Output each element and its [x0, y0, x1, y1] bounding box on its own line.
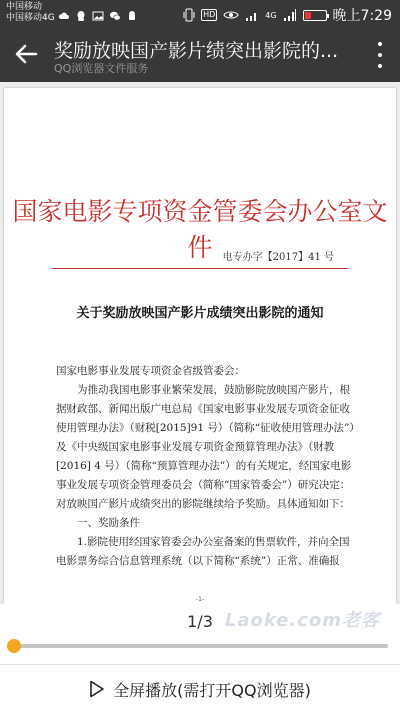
- arrow-left-icon: [12, 40, 40, 68]
- carrier-2: 中国移动4G: [6, 13, 55, 23]
- hd-badge: HD: [203, 10, 216, 19]
- header-divider: [52, 268, 348, 269]
- play-icon: [89, 680, 105, 698]
- carrier-info: [6, 2, 55, 24]
- app-toolbar: [0, 28, 400, 82]
- overflow-menu-button[interactable]: [374, 42, 386, 68]
- document-number: 电专办字【2017】41 号: [222, 252, 334, 263]
- eye-icon: [223, 8, 239, 22]
- signal-icon-2: [283, 8, 297, 22]
- wechat-icon: [109, 7, 121, 19]
- clock: 晚上7:29: [332, 8, 392, 24]
- page-number-mark: -1-: [195, 596, 205, 603]
- watermark: Laoke.com老客: [224, 610, 380, 631]
- qq-icon: [75, 7, 87, 19]
- battery-level: [305, 12, 311, 19]
- page-title: 奖励放映国产影片绩突出影院的...: [54, 40, 339, 62]
- vibrate-icon: [183, 8, 195, 22]
- divider: [0, 664, 400, 665]
- document-header: 国家电影专项资金管委会办公室文件: [12, 197, 388, 262]
- slider-handle[interactable]: [7, 639, 21, 653]
- salutation: 国家电影事业发展专项资金省级管委会：: [56, 365, 245, 377]
- menu-dot-icon: [378, 64, 382, 68]
- list-item: 1.影院使用经国家管委会办公室备案的售票软件，并向全国电影票务综合信息管理系统（以下简称“系统”）正常、准确报: [56, 536, 350, 567]
- notification-icons: [58, 7, 138, 19]
- page-indicator: 1/3: [187, 612, 213, 631]
- document-body: [56, 362, 358, 571]
- menu-dot-icon: [378, 53, 382, 57]
- android-icon: [126, 7, 138, 19]
- network-type: 4G: [265, 10, 277, 20]
- cloud-icon: [58, 7, 70, 19]
- back-button[interactable]: [12, 40, 40, 68]
- signal-icon: [245, 8, 259, 22]
- page-subtitle: QQ浏览器文件服务: [54, 62, 149, 75]
- image-icon: [92, 7, 104, 19]
- system-indicators: [183, 5, 392, 25]
- viewer-controls: [0, 604, 400, 711]
- paragraph: 为推动我国电影事业繁荣发展，鼓励影院放映国产影片，根据财政部、新闻出版广电总局《国家电影事业发展专项资金征收使用管理办法》（财税[2015]91 号）（简称“征收使用管理办法”）及《中央级国家电影事业发展专项资金预算管理办法》（财教[2016] 4 号）（简称“预算管理办法”）的有关规定，经国家电影事业发展专项资金管理委员会（简称“国家管委会”）研究决定：对放映国产影片成绩突出的影院继续给予奖励。具体通知如下：: [56, 384, 355, 510]
- fullscreen-play-label: 全屏播放(需打开QQ浏览器): [113, 680, 311, 700]
- fullscreen-play-button[interactable]: [0, 674, 400, 704]
- document-viewer[interactable]: [0, 82, 400, 604]
- page-slider[interactable]: [10, 644, 388, 648]
- battery-icon: [303, 10, 327, 21]
- menu-dot-icon: [378, 42, 382, 46]
- status-bar: [0, 0, 400, 28]
- carrier-1: 中国移动: [6, 2, 43, 12]
- section-heading: 一、奖励条件: [77, 517, 140, 529]
- document-subject: 关于奖励放映国产影片成绩突出影院的通知: [76, 306, 324, 321]
- document-page: [4, 88, 396, 604]
